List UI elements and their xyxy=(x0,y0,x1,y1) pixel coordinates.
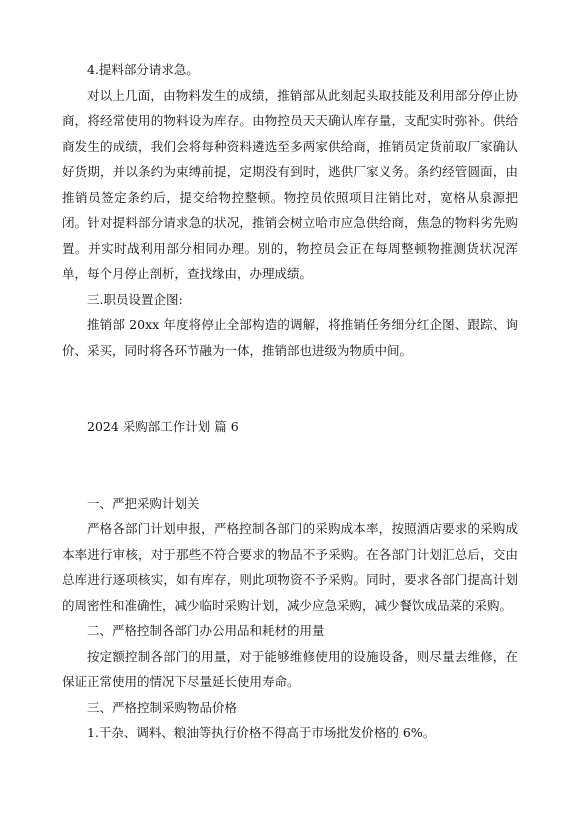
heading-1-procurement-plan: 一、严把采购计划关 xyxy=(87,495,200,511)
paragraph-procurement-plan: 严格各部门计划申报，严格控制各部门的采购成本率，按照酒店要求的采购成本率进行审核，对于那些不符合要求的物品不予采购。在各部门计划汇总后，交由总库进行逐项核实，如有库存，则此项物资不予采购。同时，要求各部门提高计划的周密性和准确性，减少临时采购计划，减少应急采购，减少餐饮成品菜的采购。 xyxy=(62,521,518,613)
heading-2-office-supplies: 二、严格控制各部门办公用品和耗材的用量 xyxy=(87,623,325,638)
paragraph-office-supplies: 按定额控制各部门的用量，对于能够维修使用的设施设备，则尽量去维修，在保证正常使用的情况下尽量延长使用寿命。 xyxy=(62,648,518,689)
section-3-heading-staffing: 三.职员设置企图: xyxy=(87,291,183,307)
paragraph-staffing: 推销部 20xx 年度将停止全部构造的调解，将推销任务细分红企图、跟踪、询价、采买，同时将各环节融为一体，推销部也进级为物质中间。 xyxy=(62,317,518,358)
section-title: 2024 采购部工作计划 篇 6 xyxy=(87,419,239,434)
paragraph-price-control: 1.干杂、调料、粮油等执行价格不得高于市场批发价格的 6%。 xyxy=(87,725,436,740)
paragraph-materials-handling: 对以上几面，由物料发生的成绩，推销部从此刻起头取技能及利用部分停止协商，将经常使用的物料设为库存。由物控员天天确认库存量，支配实时弥补。供给商发生的成绩，我们会将每种资料遴选至多两家供给商，推销员定货前取厂家确认好货期，并以条约为束缚前提，定期没有到时，逃供厂家义务。条约经管圆面，由推销员签定条约后，提交给物控整顿。物控员依照项目注销比对，宽格从泉源把闭。针对提料部分请求急的状况，推销会树立哈市应急供给商，焦急的物料劣先购置。并实时战利用部分相同办理。别的，物控员会正在每周整顿物推测货状况浑单，每个月停止剖析，查找缘由，办理成绩。 xyxy=(62,87,518,281)
heading-3-price-control: 三、严格控制采购物品价格 xyxy=(87,699,238,715)
item-4-heading: 4.提料部分请求急。 xyxy=(87,62,199,77)
